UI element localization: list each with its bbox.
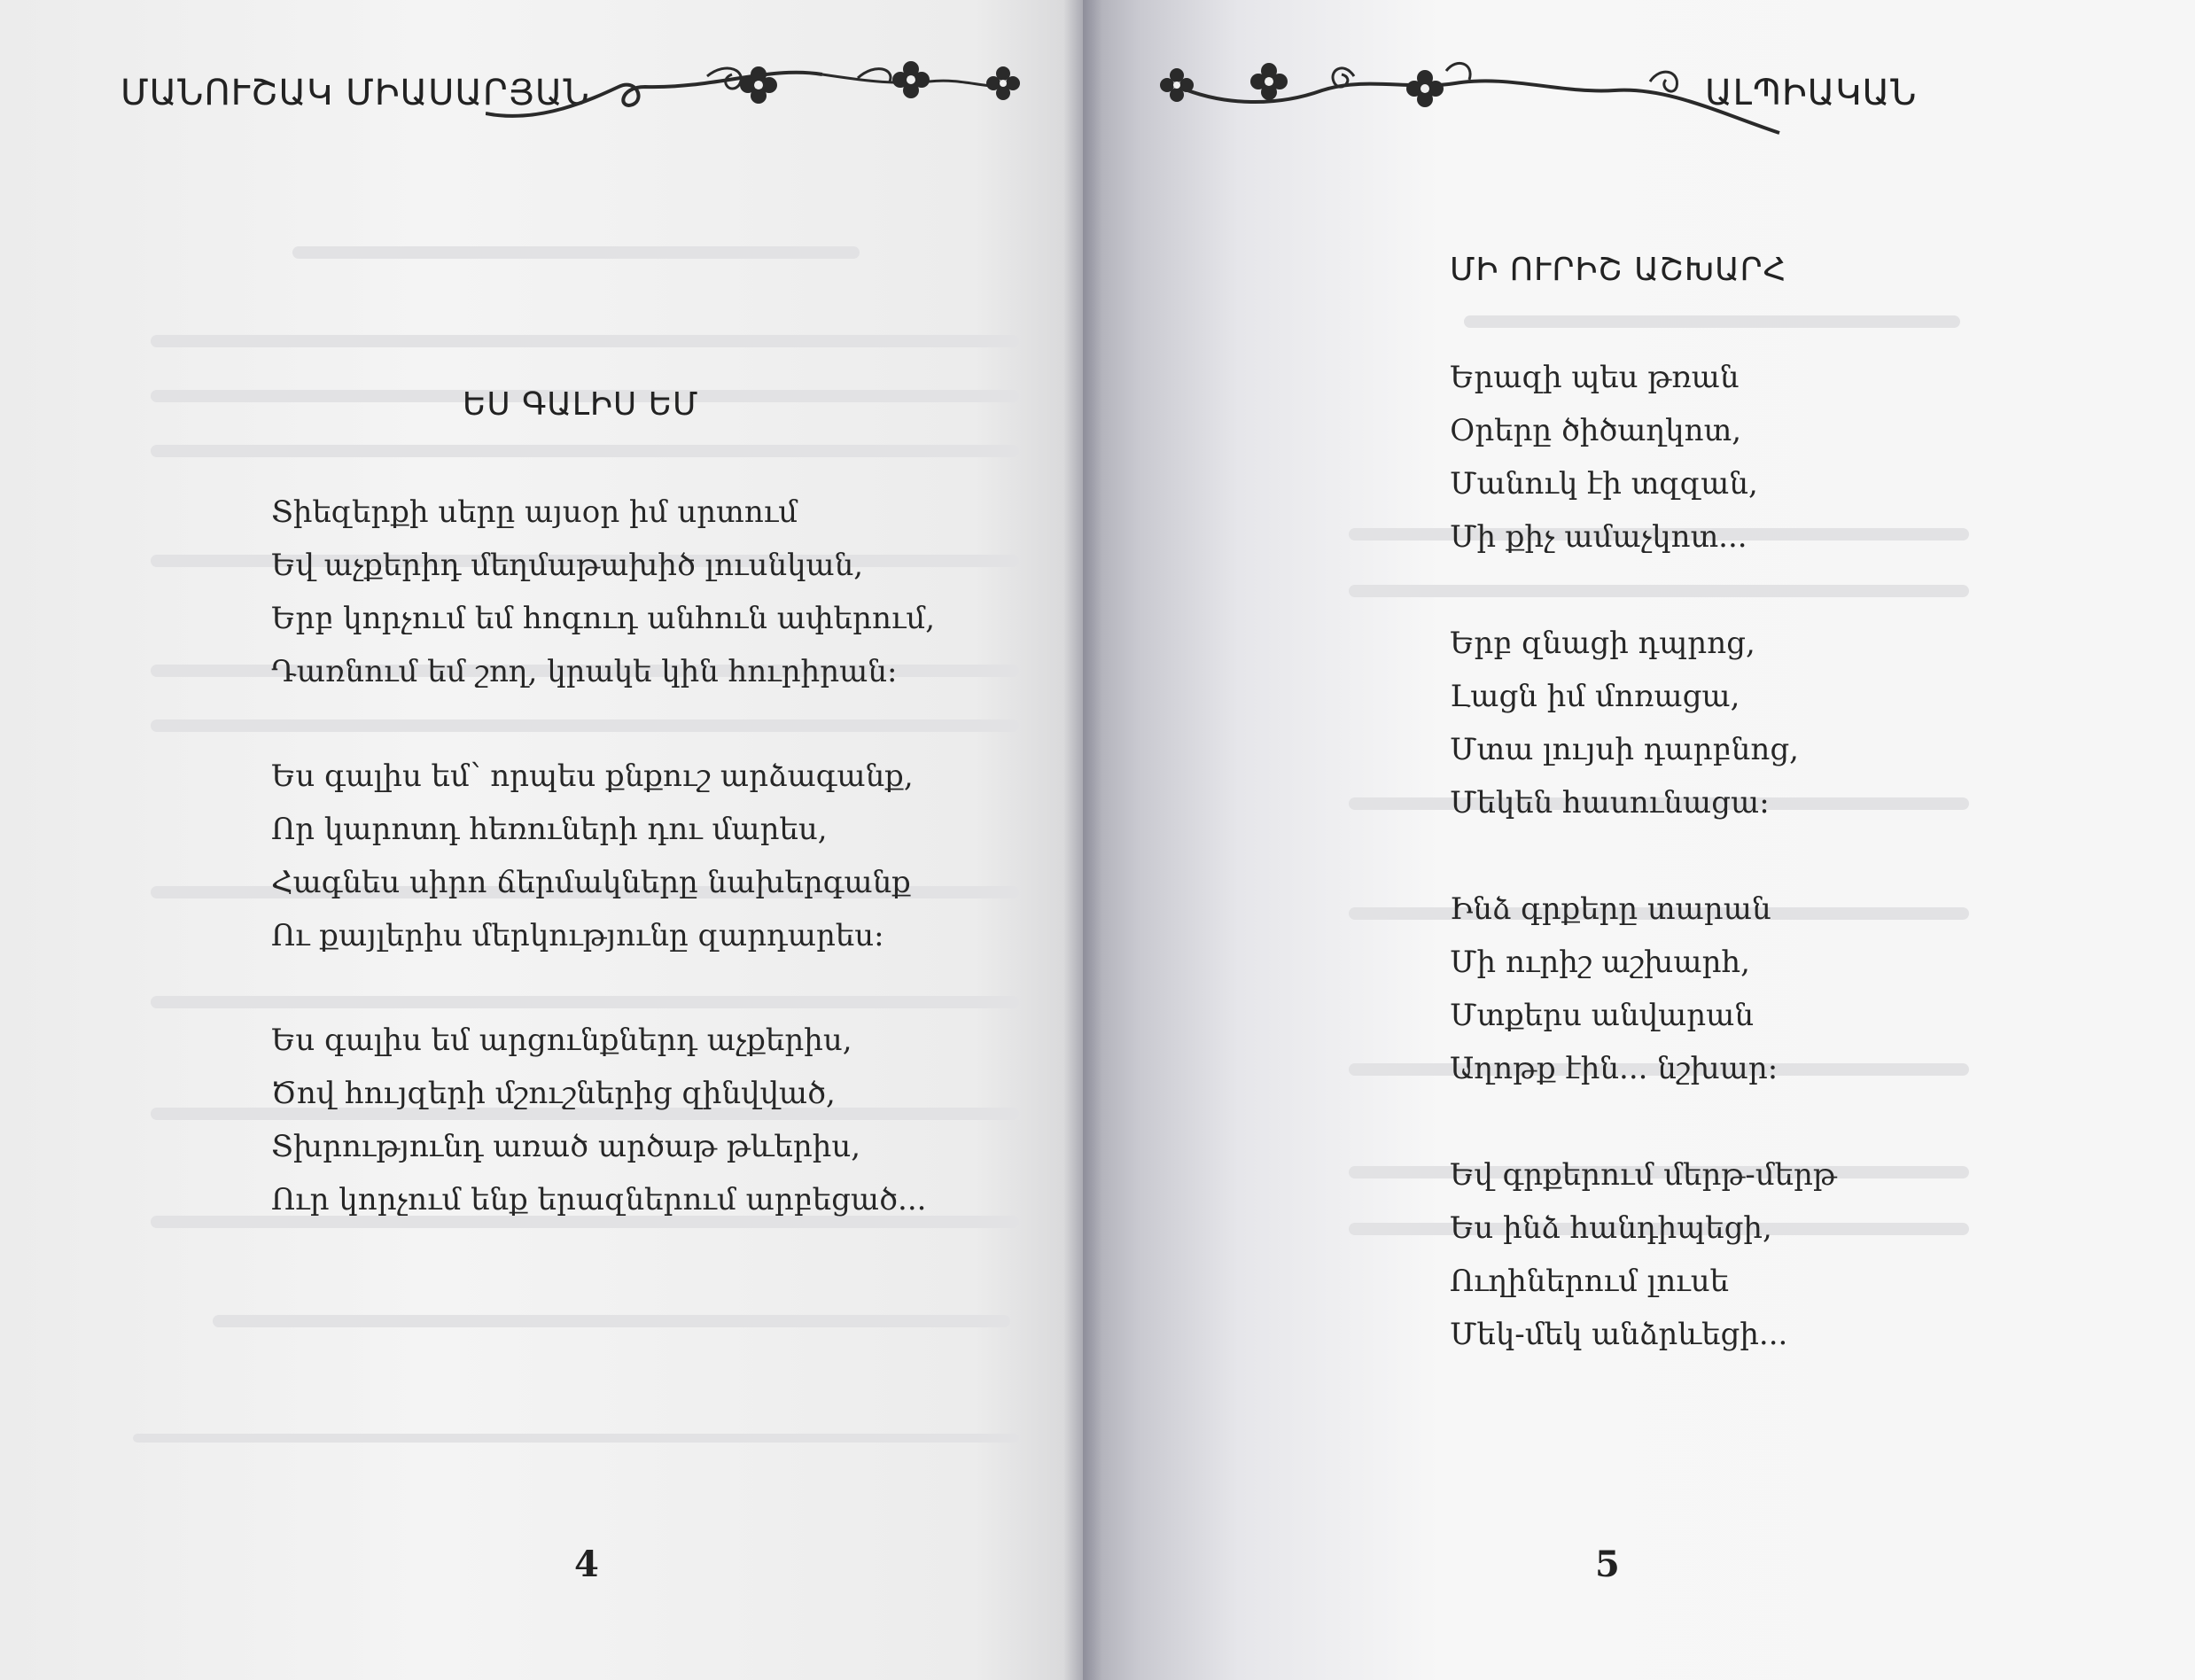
stanza — [1450, 883, 1778, 1095]
bleed-through-line — [151, 335, 1019, 347]
verse-line: Եվ գրքերում մերթ-մերթ — [1450, 1157, 1837, 1193]
page-number: 5 — [1595, 1544, 1620, 1585]
left-page — [0, 0, 1083, 1680]
verse-line: Երազի պես թռան — [1450, 360, 1740, 395]
page-number: 4 — [574, 1544, 599, 1585]
verse-line: Ես գալիս եմ արցունքներդ աչքերիս, — [271, 1023, 852, 1058]
bleed-through-line — [151, 996, 1019, 1008]
book-gutter — [1063, 0, 1102, 1680]
verse-line: Մի ուրիշ աշխարհ, — [1450, 945, 1750, 980]
floral-ornament-icon — [486, 35, 1035, 142]
verse-line: Մտա լույսի դարբնոց, — [1450, 732, 1799, 767]
verse-line: Լացն իմ մոռացա, — [1450, 679, 1740, 714]
verse-line: Օրերը ծիծաղկոտ, — [1450, 413, 1742, 448]
floral-ornament-icon — [1154, 35, 1792, 142]
verse-line: Մի քիչ ամաչկոտ... — [1450, 519, 1747, 555]
bleed-through-line — [292, 246, 860, 259]
stanza — [1450, 617, 1799, 829]
verse-line: Եվ աչքերիդ մեղմաթախիծ լուսնկան, — [271, 548, 864, 583]
stanza — [1450, 1148, 1837, 1361]
left-running-head: ՄԱՆՈՒՇԱԿ ՄԻԱՍԱՐՅԱՆ — [121, 73, 590, 113]
stanza — [271, 486, 935, 698]
verse-line: Մանուկ էի տզզան, — [1450, 466, 1758, 502]
bleed-through-line — [151, 719, 1019, 732]
verse-line: Մեկ-մեկ անձրևեցի... — [1450, 1317, 1788, 1352]
verse-line: Ուր կորչում ենք երազներում արբեցած... — [271, 1182, 927, 1217]
verse-line: Հագնես սիրո ճերմակները նախերգանք — [271, 865, 911, 900]
verse-line: Երբ կորչում եմ հոգուդ անհուն ափերում, — [271, 601, 936, 636]
poem-title: ՄԻ ՈՒՐԻՇ ԱՇԽԱՐՀ — [1450, 252, 1787, 288]
verse-line: Ես ինձ հանդիպեցի, — [1450, 1210, 1772, 1246]
bleed-through-line — [1349, 585, 1969, 597]
bleed-through-line — [151, 445, 1019, 457]
verse-line: Տիեզերքի սերը այսօր իմ սրտում — [271, 494, 798, 530]
stanza — [271, 1014, 926, 1226]
bleed-through-line — [213, 1315, 1010, 1327]
poem-title: ԵՍ ԳԱԼԻՍ ԵՄ — [463, 386, 699, 423]
stanza — [271, 750, 914, 962]
verse-line: Ինձ գրքերը տարան — [1450, 891, 1771, 927]
verse-line: Աղոթք էին... նշխար։ — [1450, 1051, 1779, 1086]
verse-line: Դառնում եմ շող, կրակե կին հուրիրան։ — [271, 654, 898, 689]
stanza — [1450, 351, 1758, 564]
verse-line: Տխրությունդ առած արծաթ թևերիս, — [271, 1129, 861, 1164]
right-running-head: ԱԼՊԻԱԿԱՆ — [1705, 73, 1918, 113]
verse-line: Ուղիներում լուսե — [1450, 1264, 1729, 1299]
verse-line: Ես գալիս եմ՝ որպես քնքուշ արձագանք, — [271, 758, 914, 794]
verse-line: Ու քայլերիս մերկությունը զարդարես։ — [271, 918, 884, 953]
verse-line: Մեկեն հասունացա։ — [1450, 785, 1770, 821]
verse-line: Որ կարոտդ հեռուների դու մարես, — [271, 812, 828, 847]
verse-line: Երբ զնացի դպրոց, — [1450, 626, 1755, 661]
verse-line: Ծով հույզերի մշուշներից զինվված, — [271, 1076, 836, 1111]
bleed-through-line — [1464, 315, 1960, 328]
verse-line: Մտքերս անվարան — [1450, 998, 1755, 1033]
bleed-through-line — [133, 1434, 1019, 1443]
